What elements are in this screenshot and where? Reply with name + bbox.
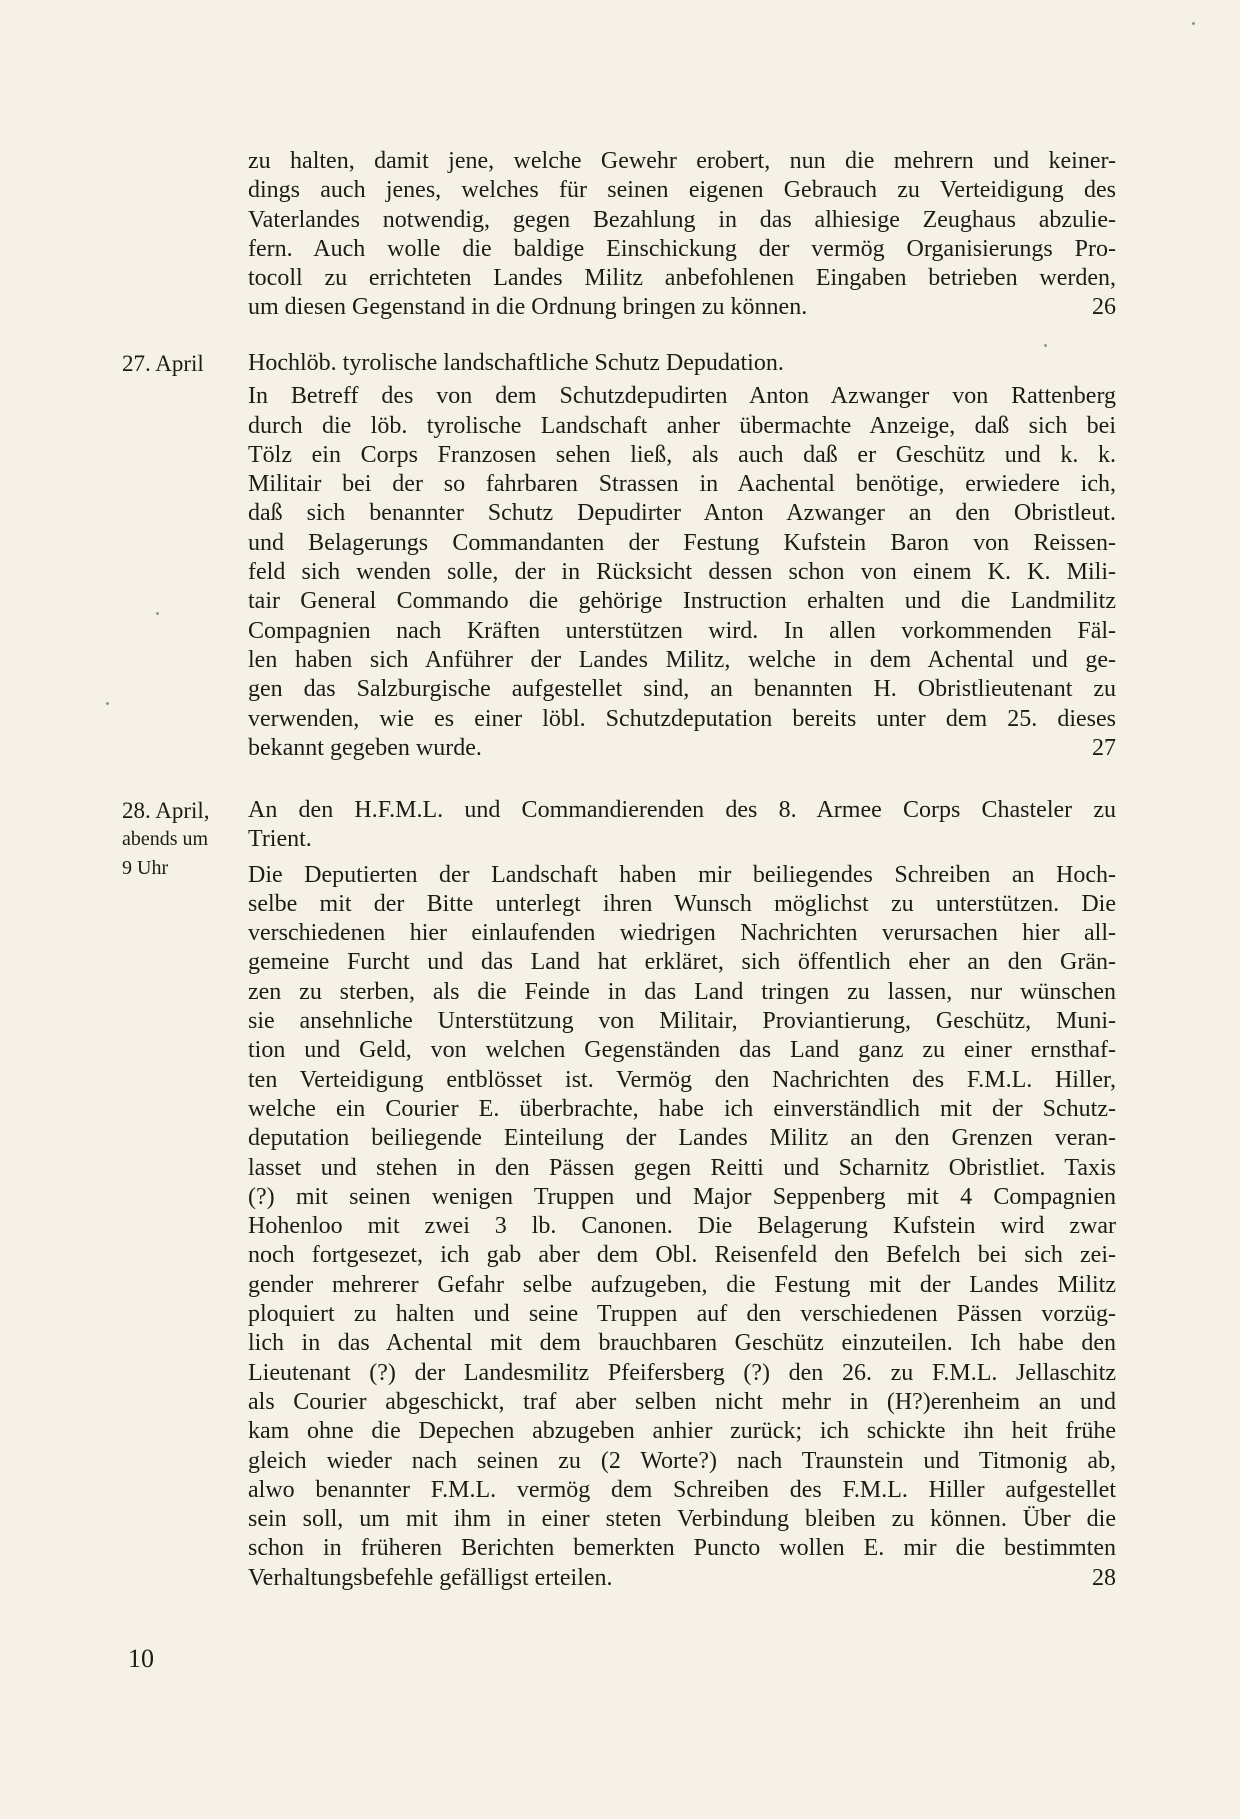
text-line: Hohenloo mit zwei 3 lb. Canonen. Die Belagerung Kufstein wird zwar (248, 1213, 1116, 1240)
text-line: gen das Salzburgische aufgestellet sind, an benannten H. Obristlieutenant zu (248, 676, 1116, 703)
line-text: um diesen Gegenstand in die Ordnung bringen zu können. (248, 294, 808, 321)
text-line: sein soll, um mit ihm in einer steten Verbindung bleiben zu können. Über die (248, 1506, 1116, 1533)
text-line: ten Verteidigung entblösset ist. Vermög den Nachrichten des F.M.L. Hiller, (248, 1066, 1116, 1093)
text-line: Tölz ein Corps Franzosen sehen ließ, als auch daß er Geschütz und k. k. (248, 441, 1116, 468)
text-line: lich in das Achental mit dem brauchbaren Geschütz einzuteilen. Ich habe den (248, 1330, 1116, 1357)
text-line-last (248, 734, 1116, 763)
addressee-line: Hochlöb. tyrolische landschaftliche Schutz Depudation. (248, 350, 784, 376)
line-text: Verhaltungsbefehle gefälligst erteilen. (248, 1564, 613, 1591)
text-line: gemeine Furcht und das Land hat erkläret, sich öffentlich eher an den Grän- (248, 949, 1116, 976)
text-line: In Betreff des von dem Schutzdepudirten Anton Azwanger von Rattenberg (248, 383, 1116, 410)
text-line: zu halten, damit jene, welche Gewehr erobert, nun die mehrern und keiner- (248, 148, 1116, 174)
text-line: tion und Geld, von welchen Gegenständen das Land ganz zu einer ernsthaf- (248, 1037, 1116, 1064)
paper-speck (106, 702, 109, 705)
page-number: 10 (128, 1644, 154, 1673)
text-line: len haben sich Anführer der Landes Militz, welche in dem Achental und ge- (248, 646, 1116, 673)
text-line: lasset und stehen in den Pässen gegen Reitti und Scharnitz Obristliet. Taxis (248, 1154, 1116, 1181)
text-line-last (248, 1564, 1116, 1593)
line-text: bekannt gegeben wurde. (248, 734, 482, 761)
text-line: sie ansehnliche Unterstützung von Militair, Proviantierung, Geschütz, Muni- (248, 1008, 1116, 1035)
text-line: deputation beiliegende Einteilung der Landes Militz an den Grenzen veran- (248, 1125, 1116, 1152)
margin-date: 27. April (122, 351, 204, 376)
text-line: kam ohne die Depechen abzugeben anhier zurück; ich schickte ihn heit frühe (248, 1418, 1116, 1445)
text-line: verwenden, wie es einer löbl. Schutzdeputation bereits unter dem 25. dieses (248, 705, 1116, 732)
text-line: alwo benannter F.M.L. vermög dem Schreiben des F.M.L. Hiller aufgestellet (248, 1476, 1116, 1503)
text-line: und Belagerungs Commandanten der Festung Kufstein Baron von Reissen- (248, 529, 1116, 556)
paragraph-continuation (248, 147, 1116, 323)
text-line: (?) mit seinen wenigen Truppen und Major Seppenberg mit 4 Compagnien (248, 1183, 1116, 1210)
entry-number: 26 (1092, 294, 1116, 321)
text-line: tair General Commando die gehörige Instruction erhalten und die Landmilitz (248, 588, 1116, 615)
text-line: daß sich benannter Schutz Depudirter Anton Azwanger an den Obristleut. (248, 500, 1116, 527)
text-line-last (248, 293, 1116, 322)
text-line: welche ein Courier E. überbrachte, habe ich einverständlich mit der Schutz- (248, 1095, 1116, 1122)
text-line: schon in früheren Berichten bemerkten Puncto wollen E. mir die bestimmten (248, 1535, 1116, 1562)
text-line: selbe mit der Bitte unterlegt ihren Wunsch möglichst zu unterstützen. Die (248, 890, 1116, 917)
addressee-line: Trient. (248, 826, 312, 853)
text-line: Die Deputierten der Landschaft haben mir beiliegendes Schreiben an Hoch- (248, 861, 1116, 888)
text-line: verschiedenen hier einlaufenden wiedrigen Nachrichten verursachen hier all- (248, 920, 1116, 947)
paper-speck (156, 612, 159, 615)
paper-speck (1044, 344, 1047, 347)
margin-date: 28. April, (122, 798, 210, 823)
text-line: Lieutenant (?) der Landesmilitz Pfeifersberg (?) den 26. zu F.M.L. Jellaschitz (248, 1359, 1116, 1386)
paper-speck (1192, 22, 1195, 25)
text-line: Vaterlandes notwendig, gegen Bezahlung in das alhiesige Zeughaus abzulie- (248, 206, 1116, 233)
text-line: noch fortgesezet, ich gab aber dem Obl. Reisenfeld den Befelch bei sich zei- (248, 1242, 1116, 1269)
entry-27-april (248, 349, 1116, 763)
text-line: dings auch jenes, welches für seinen eigenen Gebrauch zu Verteidigung des (248, 177, 1116, 204)
addressee-line: An den H.F.M.L. und Commandierenden des 8. Armee Corps Chasteler zu (248, 797, 1116, 823)
text-line: ploquiert zu halten und seine Truppen auf den verschiedenen Pässen vorzüg- (248, 1301, 1116, 1328)
entry-number: 28 (1092, 1564, 1116, 1591)
text-line: feld sich wenden solle, der in Rücksicht dessen schon von einem K. K. Mili- (248, 559, 1116, 586)
text-line: gleich wieder nach seinen zu (2 Worte?) nach Traunstein und Titmonig ab, (248, 1447, 1116, 1474)
margin-time: abends um (122, 828, 209, 850)
margin-time: 9 Uhr (122, 857, 169, 879)
text-line: fern. Auch wolle die baldige Einschickung der vermög Organisierungs Pro- (248, 235, 1116, 262)
text-line: durch die löb. tyrolische Landschaft anher übermachte Anzeige, daß sich bei (248, 412, 1116, 439)
entry-28-april (248, 796, 1116, 1593)
entry-number: 27 (1092, 734, 1116, 761)
text-line: tocoll zu errichteten Landes Militz anbefohlenen Eingaben betrieben werden, (248, 265, 1116, 292)
text-line: als Courier abgeschickt, traf aber selben nicht mehr in (H?)erenheim an und (248, 1388, 1116, 1415)
text-line: Militair bei der so fahrbaren Strassen in Aachental benötige, erwiedere ich, (248, 471, 1116, 498)
text-line: zen zu sterben, als die Feinde in das Land tringen zu lassen, nur wünschen (248, 978, 1116, 1005)
text-line: Compagnien nach Kräften unterstützen wird. In allen vorkommenden Fäl- (248, 617, 1116, 644)
text-line: gender mehrerer Gefahr selbe aufzugeben, die Festung mit der Landes Militz (248, 1271, 1116, 1298)
